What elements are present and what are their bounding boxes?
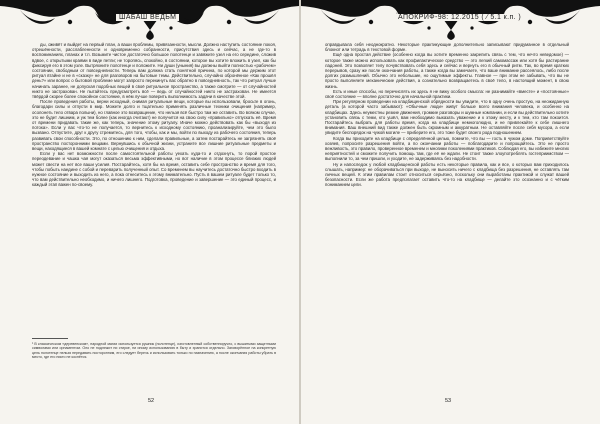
paragraph: Есть и иные способы, но перечислять их здесь я не вижу особого смысла: не разнимайте «вместе» и «постоянные» своё состояние — вполне достаточно для начальной практики.	[325, 88, 569, 100]
paragraph: Ну и напоследок у любой кладбищенской работы есть некоторые правила, как и все, о которых вам приходилось слышать, например: не оборачиваться при выходе, не выносить ничего с кладбища без разрешения, не оставлять там личных вещей. К этим правилам стоит относиться серьёзно, поскольку они выработаны практикой и служат вашей безопасности. Если же работа предполагает оставить что-то на кладбище — делайте это осознанно и с чётким пониманием цели.	[325, 161, 569, 188]
right-page	[301, 0, 600, 424]
paragraph: ды, оживёт и выйдет на первый план, а ваши проблемы, привязанности, мысли. Должно наступить состояние покоя, отрешённости, расслабленности и одновременно собранности, присутствия здесь и сейчас, а не где-то в воспоминаниях, планах и т.п. Возьмите чистое достаточно большое полотенце и завяжите узел на его середине, сложив вдвое, с открытыми краями в виде петли; не торопясь, спокойно, в состоянии, которое вы хотите вложить в узел, как бы фиксируя его в этом узле. Вытряхните полотенце и положите. Ни души (уныния) вы должны выйти полностью «рабочем» состоянии, свободным от повседневности. Теперь вам должна стать понятной причина, по которой мы держим этот ритуал втайне и не в «сказку» не для разговоров на бытовые темы. Действительно, случайно обронённое «Как прошёл день?» или вопрос о бытовой проблеме могут запросто перекинуть вас обратно в повседневность, так что ритуал лучше начинать заранее, не допуская подобных вещей в своё ритуальное пространство, а также смотрите — от случайностей никто не застрахован. Не пытайтесь предусмотреть всё — ведь от случайностей никто не застрахован. Не имеется твёрдой скорее более спокойное состояние, в нём лучше поверить выполнимость задачи в качестве этой.	[32, 42, 276, 100]
paragraph: После проведения работы, верни исходный, снимая ритуальные вещи, которые вы использовали, бросьте в огонь, благодари силы и отпусти в мир. Можете долго и тщательно применять различные техники очищения (например, осолонеть тело отвара полыни), но главное это возвращение, что нельзя всё быстро там же оставить. Во всяком случае, это не будет лишним, и уж тем более (как иногда считают) не получится на свою силу «правильно» отпускать её. Время от времени придавать такие же, как теперь, значение этому ритуалу. Иначе можно действовать как бы «выходя из потока». Если у вас что-то не получается, то вернитесь к исходному состоянию, проанализируйте, чем это было вызвано. Отпустите, друг к другу стремитесь, для того, чтобы, как и мы, войти по выходу из рабочего состояния, теперь развивать свои способности. Это, по отношению к ним, сделали правильные, а затем постарайтесь не загрязнять своё пространство посторонними вещами. Вернувшись к обычной жизни, устраните все лишние ритуальные предметы и вещи, находящиеся в вашей комнате с целью очищения и отдыха.	[32, 99, 276, 152]
paragraph: При регулярном проведении на кладбищенской обрядности вы увидите, что в одну очень простую, на неожиданную деталь (а которой часто забывают): «Обычные люди» живут больше всего внимания человека, и особенно на кладбищах. Здесь неуместны резкие движения, громкие разговоры и шумные компании, и если вы действительно хотите установить связь с теми, кто ушёл, вам необходимо выказать уважение и к этому месту, и к тем, кто там покоится. Постарайтесь выбрать для работы время, когда на кладбище немноголюдно, и не привлекайте к себе лишнего внимания. Ваш внешний вид также должен быть скромным и аккуратным. Не оставляйте после себя мусора, а если увидите беспорядок на чужой могиле — приберите его, это тоже будет своего рода подношением.	[325, 99, 569, 136]
page-number-left: 52	[148, 398, 155, 404]
right-text-column	[325, 42, 569, 386]
footnote: ¹ В классическом «деревенском», народной магии используется рушник (полотенце), изготовленный собственноручно, с вышитыми защитными символами или орнаментом. Оно не подлежит ни стирке, ни иному использованию в быту и хранится отдельно. Заговорённое на конкретную цель полотенце нельзя передавать посторонним, его следует беречь и использовать только по назначению, а после окончания работы убрать в место, где его никто не коснётся.	[32, 342, 276, 360]
running-head-left: ШАБАШ ВЕДЬМ	[116, 14, 179, 21]
footnote-rule	[32, 338, 68, 339]
page-number-right: 53	[445, 398, 452, 404]
left-text-column	[32, 42, 276, 256]
paragraph: Ещё одна простая действие (особенно когда вы хотите временно закрепить связь с тем, что нечто неведомое) — которое также можно использовать как профилактическое средство — это легкий самомассаж или хотя бы растирание ладоней. Это позволяет телу почувствовать себя здесь и сейчас и вернуть его в обычный ритм. Так, во время кратких перерывов, сразу же после окончания работы, а также когда вы замечаете, что ваше внимание рассеялось, либо после долгих размышлений. Обычно это небольшие, но ощутимые эффекты. Главное — при этом не забывать, что вы не просто выполняете механические действия, а сознательно возвращаетесь в своё тело, в настоящий момент, в свою жизнь.	[325, 52, 569, 89]
paragraph: оправдывала себя неоднократно. Некоторые практикующие дополнительно записывают придуманное в отдельный блокнот или тетрадь в текстовой форме.	[325, 42, 569, 53]
paragraph: Когда вы приходите на кладбище с определённой целью, помните, что вы — гость в чужом доме. Поприветствуйте хозяев, попросите разрешения войти, а по окончании работы — поблагодарите и попрощайтесь. Это не просто вежливость, это правило, проверенное временем и многими поколениями практиков. Соблюдая его, вы избежите многих неприятностей и сможете получить помощь там, где её не ждали. Не стоит также злоупотреблять гостеприимством — выполнили то, за чем пришли, и уходите, не задерживаясь без надобности.	[325, 135, 569, 162]
left-page	[0, 0, 299, 424]
paragraph: Если у вас нет возможности после самостоятельной работы уехать куда-то и отдохнуть, то порой простое переодевание и чашка чая могут оказаться весьма эффективными, но вот наличие в этом процессе близких людей может свести на нет все ваши усилия. Постарайтесь, хотя бы на время, оставить себе пространство и время для того, чтобы побыть наедине с собой и переварить полученный опыт. Со временем вы научитесь достаточно быстро входить в нужное состояние и выходить из него, а пока отнеситесь к этому внимательно. Пусть в вашем ритуале будет только то, что вам действительно необходимо, и ничего лишнего. Подготовка, проведение и завершение — это единый процесс, и каждый этап важен по-своему.	[32, 151, 276, 188]
running-head-right: АПОКРИФ-98: 12.2015 ( ⁄ 5.1 к.п. )	[395, 14, 524, 21]
